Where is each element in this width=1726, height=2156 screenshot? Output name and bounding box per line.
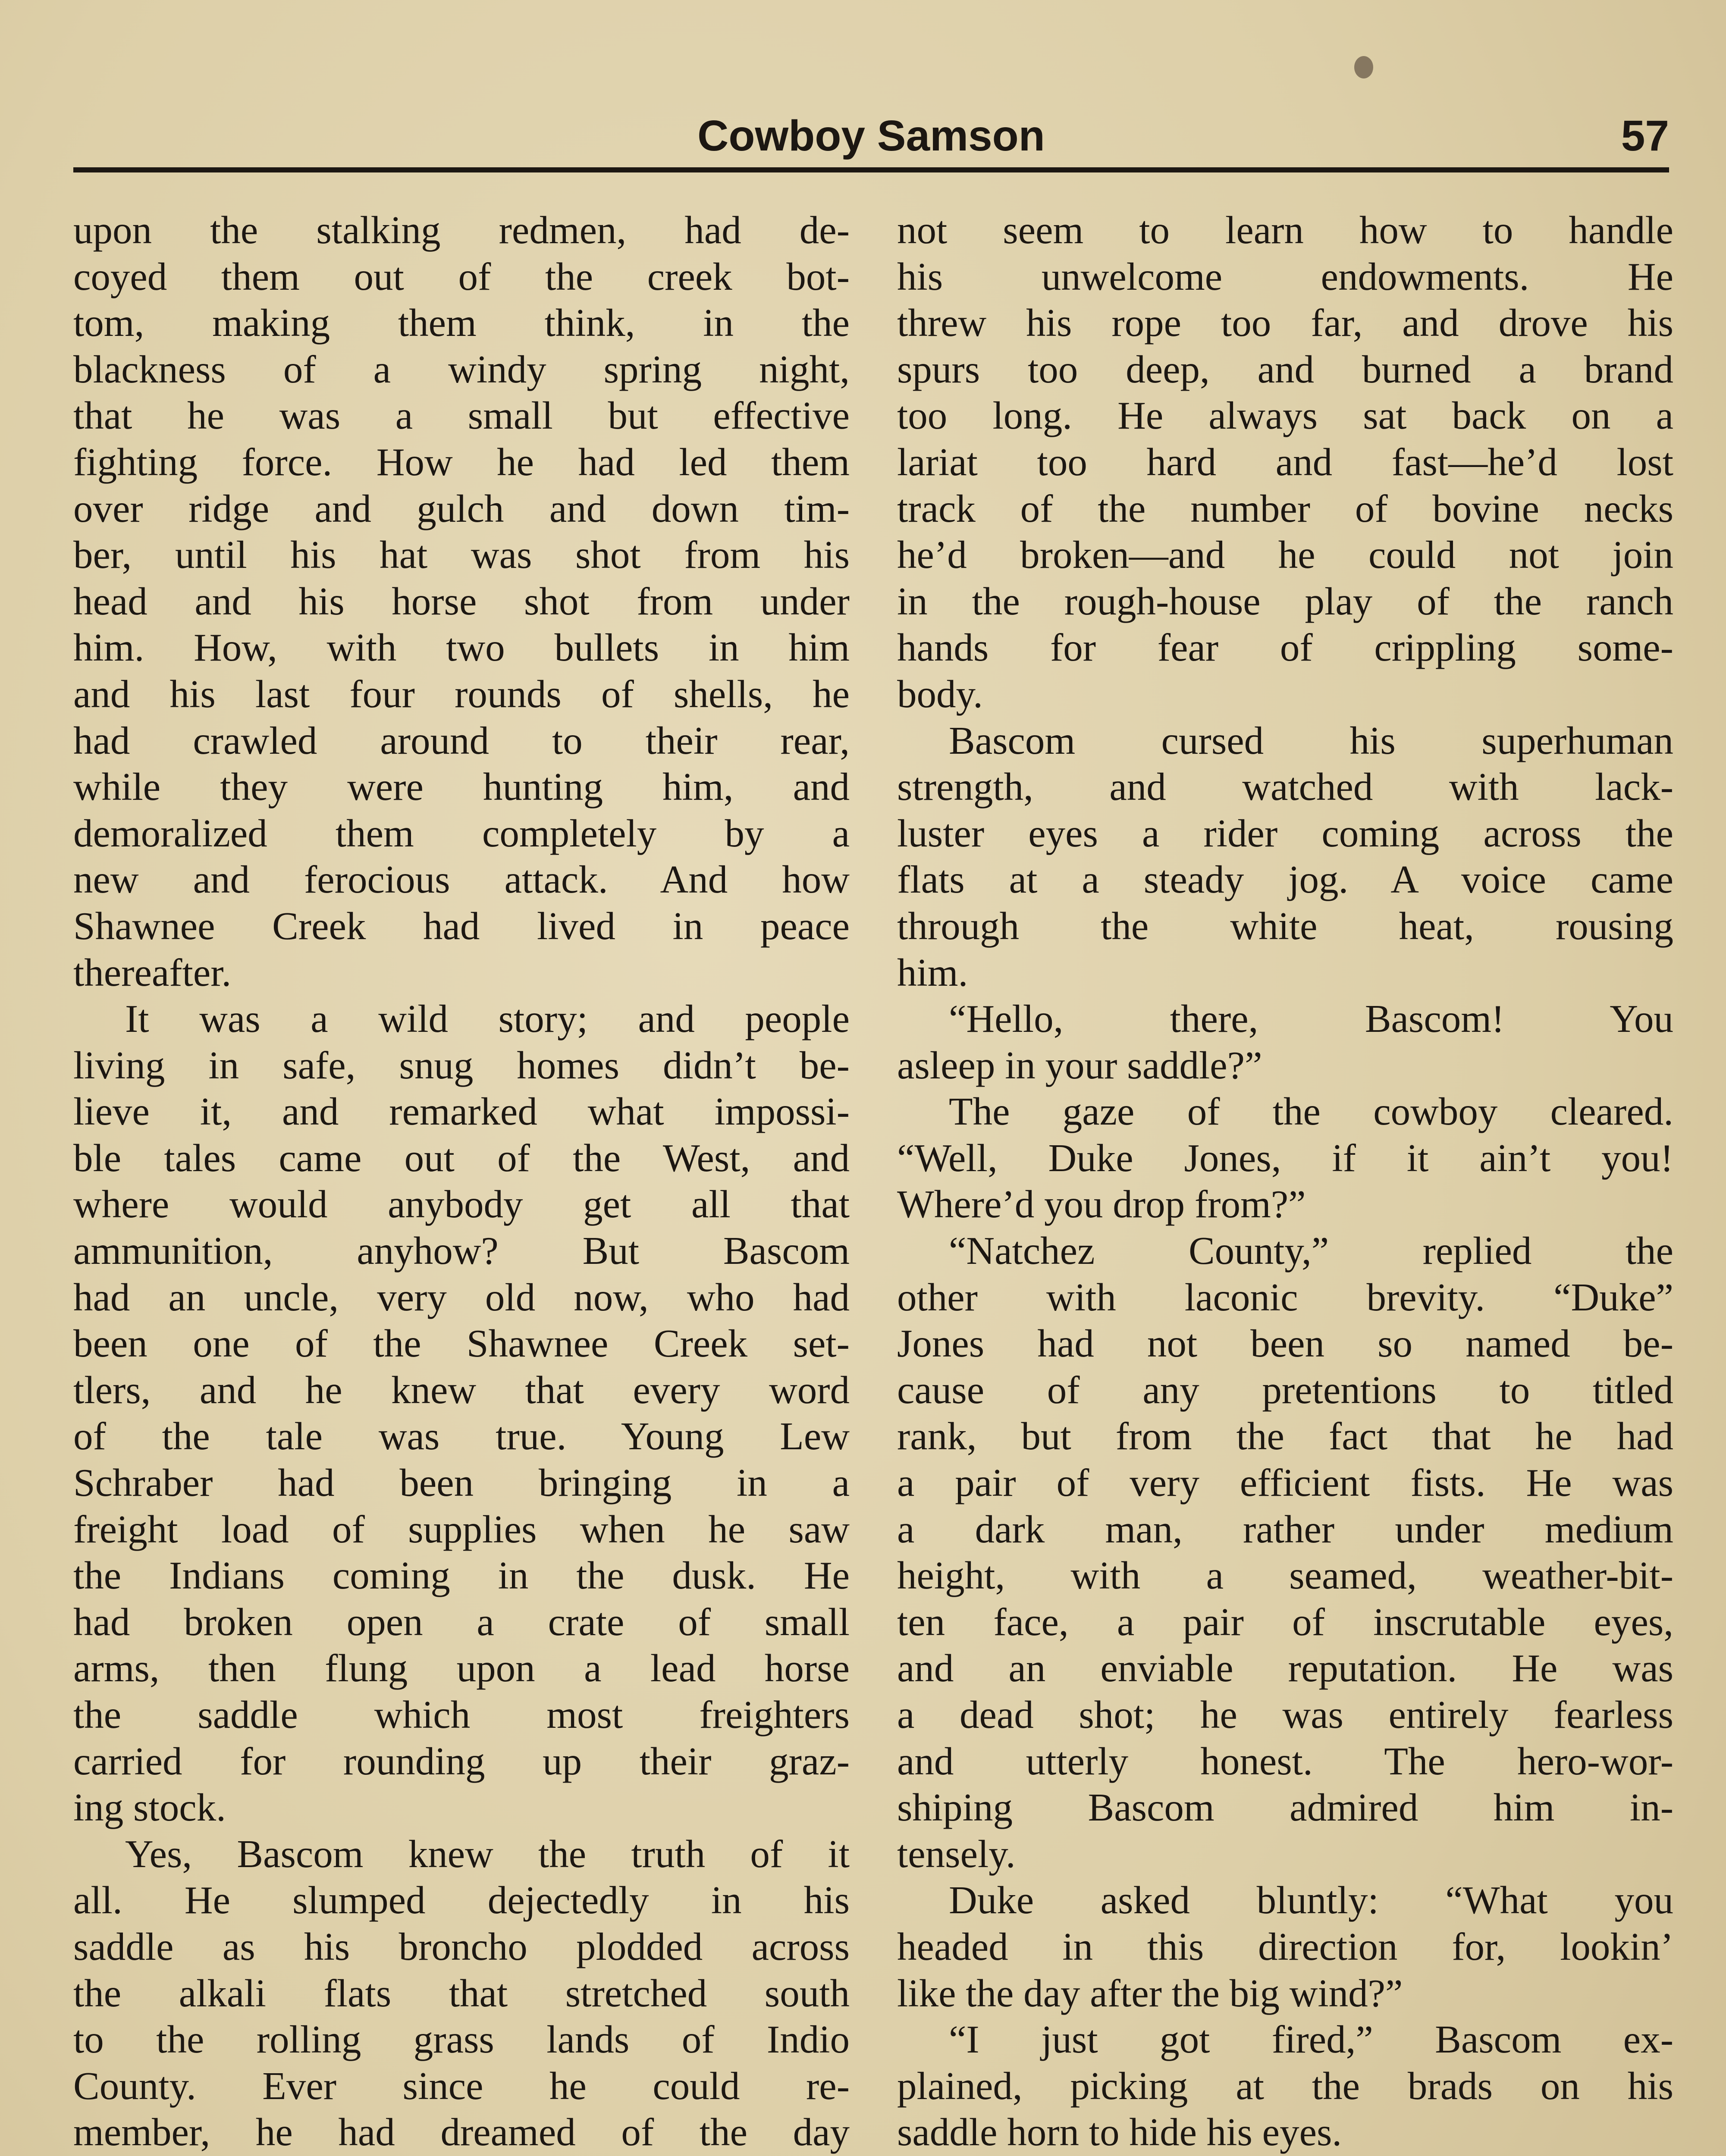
- text-line: and his last four rounds of shells, he: [73, 672, 850, 716]
- text-line: spurs too deep, and burned a brand: [897, 347, 1673, 391]
- text-line: a dead shot; he was entirely fearless: [897, 1693, 1673, 1736]
- text-line: and utterly honest. The hero-wor-: [897, 1739, 1673, 1783]
- text-line: saddle horn to hide his eyes.: [897, 2110, 1342, 2154]
- text-line: ing stock.: [73, 1786, 226, 1830]
- text-line: had an uncle, very old now, who had: [73, 1275, 850, 1319]
- text-line: The gaze of the cowboy cleared.: [949, 1090, 1673, 1134]
- text-line: a dark man, rather under medium: [897, 1507, 1673, 1551]
- text-line: had crawled around to their rear,: [73, 718, 850, 762]
- text-line: Duke asked bluntly: “What you: [949, 1878, 1673, 1922]
- text-line: him. How, with two bullets in him: [73, 626, 850, 670]
- text-line: lariat too hard and fast—he’d lost: [897, 440, 1673, 484]
- text-line: Shawnee Creek had lived in peace: [73, 904, 850, 948]
- text-line: member, he had dreamed of the day: [73, 2110, 850, 2154]
- right-column: [897, 207, 1673, 2156]
- text-line: through the white heat, rousing: [897, 904, 1673, 948]
- text-line: height, with a seamed, weather-bit-: [897, 1554, 1673, 1598]
- text-line: County. Ever since he could re-: [73, 2064, 850, 2108]
- text-line: to the rolling grass lands of Indio: [73, 2018, 850, 2062]
- text-line: tom, making them think, in the: [73, 301, 850, 345]
- text-line: had broken open a crate of small: [73, 1600, 850, 1644]
- text-line: Jones had not been so named be-: [897, 1322, 1673, 1366]
- text-line: all. He slumped dejectedly in his: [73, 1878, 850, 1922]
- text-line: saddle as his broncho plodded across: [73, 1924, 850, 1968]
- text-line: carried for rounding up their graz-: [73, 1739, 850, 1783]
- text-line: “I just got fired,” Bascom ex-: [949, 2018, 1673, 2062]
- text-line: ber, until his hat was shot from his: [73, 533, 850, 577]
- text-line: blackness of a windy spring night,: [73, 347, 850, 391]
- text-line: flats at a steady jog. A voice came: [897, 858, 1673, 902]
- text-line: freight load of supplies when he saw: [73, 1507, 850, 1551]
- text-line: upon the stalking redmen, had de-: [73, 208, 850, 252]
- text-line: not seem to learn how to handle: [897, 208, 1673, 252]
- text-line: coyed them out of the creek bot-: [73, 254, 850, 298]
- text-line: Where’d you drop from?”: [897, 1182, 1306, 1226]
- ink-spot: [1354, 56, 1373, 78]
- text-line: tlers, and he knew that every word: [73, 1368, 850, 1412]
- text-line: arms, then flung upon a lead horse: [73, 1646, 850, 1690]
- text-line: hands for fear of crippling some-: [897, 626, 1673, 670]
- text-line: shiping Bascom admired him in-: [897, 1786, 1673, 1830]
- text-line: It was a wild story; and people: [125, 997, 850, 1041]
- text-line: he’d broken—and he could not join: [897, 533, 1673, 577]
- text-line: plained, picking at the brads on his: [897, 2064, 1673, 2108]
- text-line: a pair of very efficient fists. He was: [897, 1461, 1673, 1505]
- text-line: the saddle which most freighters: [73, 1693, 850, 1736]
- text-line: while they were hunting him, and: [73, 765, 850, 809]
- page-number: 57: [1621, 112, 1669, 160]
- text-line: the alkali flats that stretched south: [73, 1971, 850, 2015]
- running-title: Cowboy Samson: [697, 112, 1045, 160]
- text-line: fighting force. How he had led them: [73, 440, 850, 484]
- text-line: threw his rope too far, and drove his: [897, 301, 1673, 345]
- text-line: thereafter.: [73, 950, 232, 994]
- header-rule: [73, 167, 1669, 172]
- text-line: luster eyes a rider coming across the: [897, 811, 1673, 855]
- text-line: his unwelcome endowments. He: [897, 254, 1673, 298]
- text-line: body.: [897, 672, 983, 716]
- page-header: [73, 103, 1669, 168]
- text-line: ammunition, anyhow? But Bascom: [73, 1229, 850, 1273]
- text-line: strength, and watched with lack-: [897, 765, 1673, 809]
- text-line: “Well, Duke Jones, if it ain’t you!: [897, 1136, 1673, 1180]
- text-line: “Hello, there, Bascom! You: [949, 997, 1673, 1041]
- text-line: the Indians coming in the dusk. He: [73, 1554, 850, 1598]
- text-line: like the day after the big wind?”: [897, 1971, 1403, 2015]
- text-line: other with laconic brevity. “Duke”: [897, 1275, 1673, 1319]
- text-line: Schraber had been bringing in a: [73, 1461, 850, 1505]
- text-line: asleep in your saddle?”: [897, 1043, 1262, 1087]
- text-line: rank, but from the fact that he had: [897, 1414, 1673, 1458]
- text-line: in the rough-house play of the ranch: [897, 579, 1673, 623]
- left-column: [73, 207, 850, 2156]
- text-line: head and his horse shot from under: [73, 579, 850, 623]
- text-line: cause of any pretentions to titled: [897, 1368, 1673, 1412]
- text-line: ten face, a pair of inscrutable eyes,: [897, 1600, 1673, 1644]
- text-line: Bascom cursed his superhuman: [949, 718, 1673, 762]
- text-line: ble tales came out of the West, and: [73, 1136, 850, 1180]
- text-line: over ridge and gulch and down tim-: [73, 486, 850, 530]
- text-line: of the tale was true. Young Lew: [73, 1414, 850, 1458]
- text-line: too long. He always sat back on a: [897, 394, 1673, 438]
- text-line: track of the number of bovine necks: [897, 486, 1673, 530]
- text-line: been one of the Shawnee Creek set-: [73, 1322, 850, 1366]
- text-line: and an enviable reputation. He was: [897, 1646, 1673, 1690]
- text-line: headed in this direction for, lookin’: [897, 1924, 1673, 1968]
- text-line: tensely.: [897, 1832, 1016, 1876]
- text-line: him.: [897, 950, 968, 994]
- text-line: new and ferocious attack. And how: [73, 858, 850, 902]
- text-line: Yes, Bascom knew the truth of it: [125, 1832, 850, 1876]
- text-line: living in safe, snug homes didn’t be-: [73, 1043, 850, 1087]
- text-line: demoralized them completely by a: [73, 811, 850, 855]
- text-line: where would anybody get all that: [73, 1182, 850, 1226]
- text-line: “Natchez County,” replied the: [949, 1229, 1673, 1273]
- text-line: that he was a small but effective: [73, 394, 850, 438]
- text-line: lieve it, and remarked what impossi-: [73, 1090, 850, 1134]
